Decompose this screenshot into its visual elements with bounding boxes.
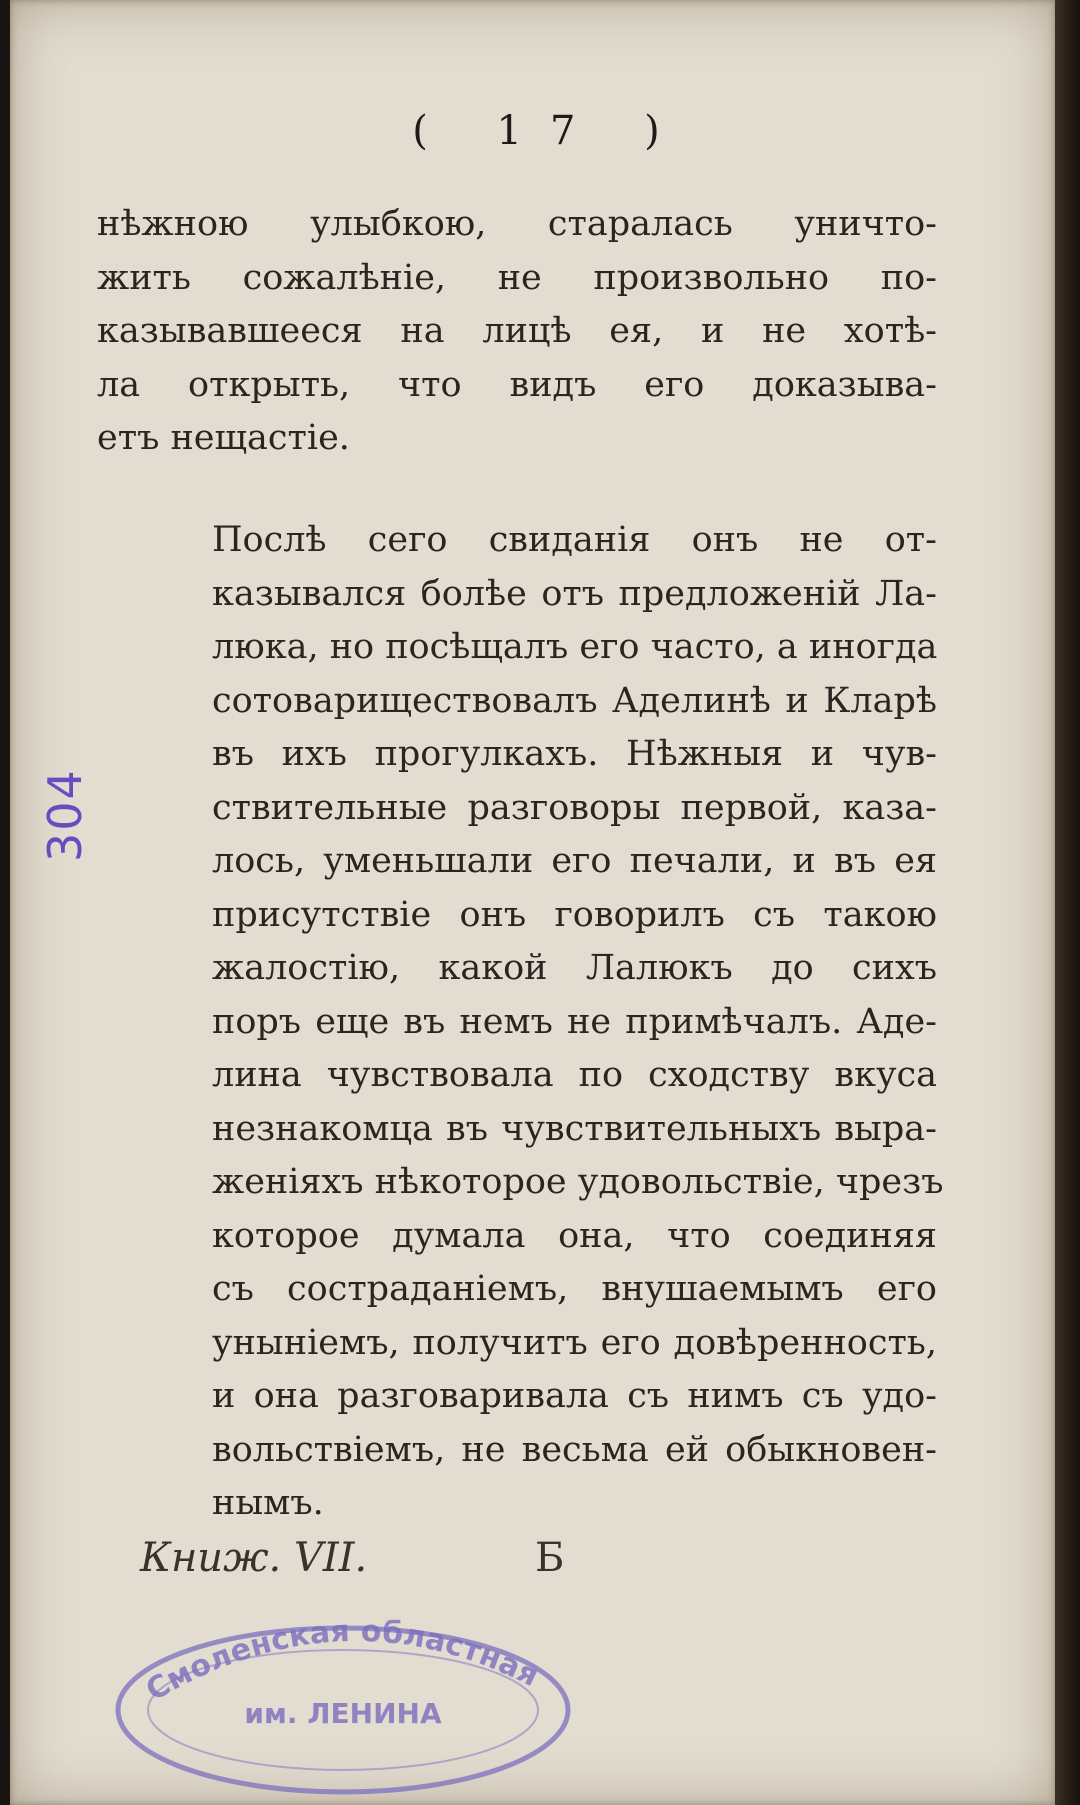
text-line: уныніемъ, получитъ его довѣренность,	[212, 1322, 937, 1363]
text-line: етъ нещастіе.	[97, 418, 350, 458]
book-binding-edge	[1055, 0, 1080, 1805]
text-line: жалостію, какой Лалюкъ до сихъ	[212, 948, 937, 988]
signature-mark: Книж. VII.	[140, 1535, 368, 1581]
text-line: лось, уменьшали его печали, и въ ея	[212, 841, 937, 881]
handwritten-shelf-number: 304	[38, 768, 92, 862]
stamp-middle-text: им. ЛЕНИНА	[244, 1697, 442, 1730]
text-line: которое думала она, что соединяя	[212, 1215, 937, 1256]
stamp-top-text: Смоленская областная	[140, 1613, 545, 1709]
gathering-letter: Б	[535, 1535, 565, 1581]
text-line: нымъ.	[212, 1483, 324, 1523]
text-line: присутствіе онъ говорилъ съ такою	[212, 894, 937, 935]
text-line: вольствіемъ, не весьма ей обыкновен-	[212, 1429, 937, 1470]
text-line: сотовариществовалъ Аделинѣ и Кларѣ	[212, 680, 937, 721]
text-line: въ ихъ прогулкахъ. Нѣжныя и чув-	[212, 734, 937, 774]
text-line: незнакомца въ чувствительныхъ выра-	[212, 1108, 937, 1149]
text-line: съ состраданіемъ, внушаемымъ его	[212, 1269, 937, 1309]
text-line: лина чувствовала по сходству вкуса	[212, 1055, 937, 1095]
text-line: ствительные разговоры первой, каза-	[212, 787, 937, 828]
text-line: Послѣ сего свиданія онъ не от-	[212, 520, 937, 560]
text-line: и она разговаривала съ нимъ съ удо-	[212, 1376, 937, 1416]
text-line: поръ еще въ немъ не примѣчалъ. Аде-	[212, 1001, 937, 1042]
text-line: казывавшееся на лицѣ ея, и не хотѣ-	[97, 311, 937, 351]
page-footer	[140, 1535, 565, 1581]
text-line: казывался болѣе отъ предложеній Ла-	[212, 573, 937, 614]
svg-text:Смоленская областная	[140, 1614, 544, 1708]
library-stamp	[108, 1595, 578, 1795]
text-line: жить сожалѣніе, не произвольно по-	[97, 257, 937, 298]
text-line: нѣжною улыбкою, старалась уничто-	[97, 204, 937, 244]
page-number: ( 17 )	[412, 108, 688, 154]
book-page	[10, 0, 1055, 1805]
paragraph-1	[97, 198, 937, 466]
text-line: ла открыть, что видъ его доказыва-	[97, 364, 937, 405]
paragraph-2	[97, 514, 944, 1531]
text-line: люка, но посѣщалъ его часто, а иногда	[212, 627, 938, 667]
text-line: женіяхъ нѣкоторое удовольствіе, чрезъ	[212, 1162, 944, 1202]
